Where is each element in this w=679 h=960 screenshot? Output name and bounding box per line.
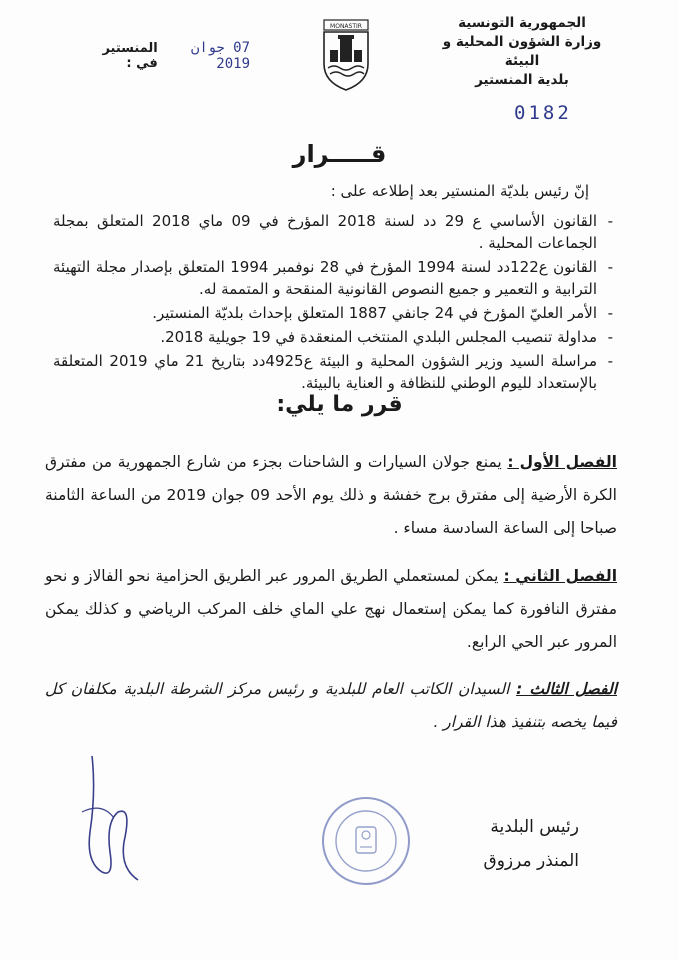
crest-text: MONASTIR [330,23,362,30]
article-text: السيدان الكاتب العام للبلدية و رئيس مركز الشرطة البلدية مكلفان كل فيما يخصه بتنفيذ هذا القرار . [45,680,617,731]
article-2 [45,560,617,659]
document-title: قـــــرار [292,140,387,168]
list-item: - مداولة تنصيب المجلس البلدي المنتخب المنعقدة في 19 جويلية 2018. [53,326,613,348]
date-line [80,40,250,72]
article-title: الفصل الثاني : [503,567,618,585]
considerations-list [53,210,613,396]
signatory-role: رئيس البلدية [490,817,579,837]
signatory-name: المنذر مرزوق [483,851,579,871]
article-3 [45,673,617,739]
intro-line: إنّ رئيس بلديّة المنستير بعد إطلاعه على : [330,182,589,200]
date-label: المنستير في : [102,41,158,71]
municipality-crest-icon [320,18,372,92]
handwritten-signature-icon [62,752,152,892]
issuer-header [427,14,617,90]
list-item: - القانون ع122دد لسنة 1994 المؤرخ في 28 نوفمبر 1994 المتعلق بإصدار مجلة التهيئة الترابية و التعمير و جميع النصوص القانونية المنقحة و المتممة له. [53,256,613,300]
list-item: - مراسلة السيد وزير الشؤون المحلية و البيئة ع4925دد بتاريخ 21 ماي 2019 المتعلقة بالإستعداد لليوم الوطني للنظافة و العناية بالبيئة. [53,350,613,394]
ministry-line: وزارة الشؤون المحلية و البيئة [442,34,602,69]
list-item: - الأمر العليّ المؤرخ في 24 جانفي 1887 المتعلق بإحداث بلديّة المنستير. [53,302,613,324]
decree-heading: قرر ما يلي: [276,392,403,417]
article-1 [45,446,617,545]
official-seal-icon [320,795,412,887]
article-title: الفصل الثالث : [516,680,617,698]
republic-line: الجمهورية التونسية [458,15,586,31]
article-text: يمنع جولان السيارات و الشاحنات بجزء من شارع الجمهورية من مفترق الكرة الأرضية إلى مفترق برج خفشة و ذلك يوم الأحد 09 جوان 2019 من الساعة الثامنة صباحا إلى الساعة السادسة مساء . [45,453,617,537]
article-text: يمكن لمستعملي الطريق المرور عبر الطريق الحزامية نحو الفالاز و نحو مفترق النافورة كما يمكن إستعمال نهج علي الماي خلف المركب الرياضي و كذلك يمكن المرور عبر الحي الرابع. [45,567,617,651]
date-stamp: 07 جوان 2019 [190,40,250,72]
article-title: الفصل الأول : [507,453,617,471]
list-item: - القانون الأساسي ع 29 دد لسنة 2018 المؤرخ في 09 ماي 2018 المتعلق بمجلة الجماعات المحلية . [53,210,613,254]
reference-number: 0182 [514,102,572,124]
municipality-line: بلدية المنستير [475,72,569,88]
